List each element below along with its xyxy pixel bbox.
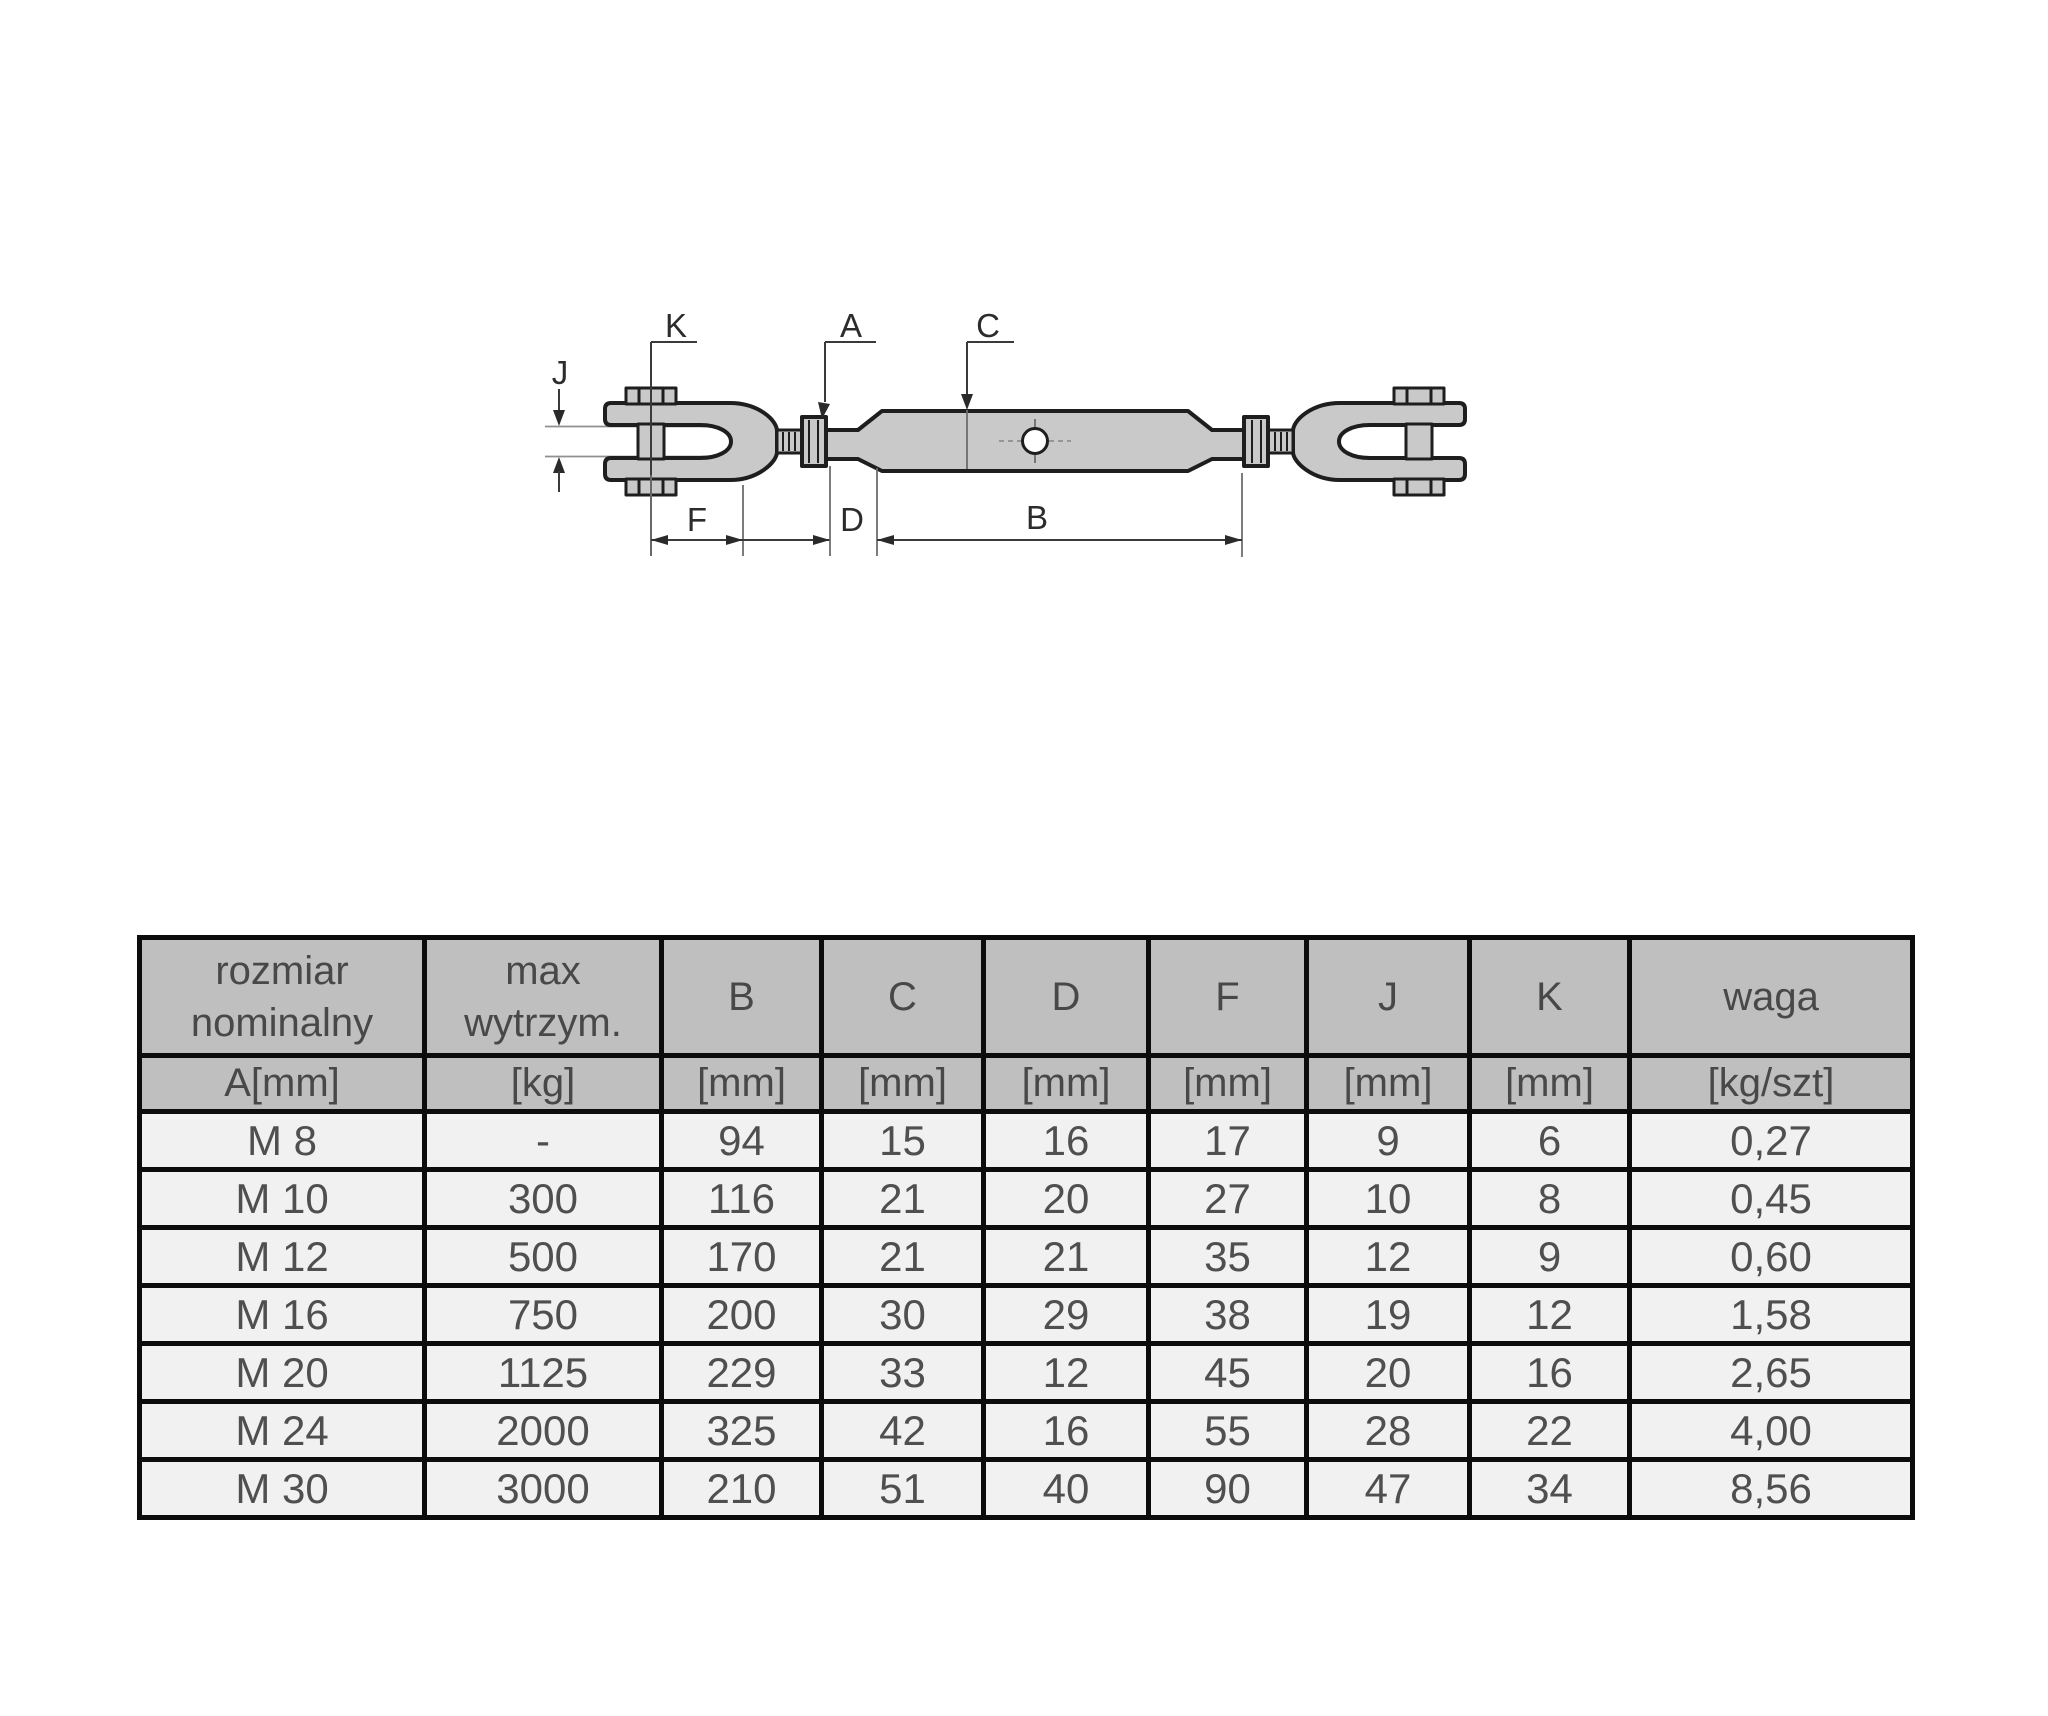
dim-label-k: K: [664, 307, 688, 344]
jaw-assembly-left: [605, 388, 826, 495]
cell: 51: [822, 1460, 984, 1518]
cell: 55: [1149, 1402, 1307, 1460]
unit-cell: [mm]: [984, 1056, 1149, 1112]
cell: 116: [662, 1170, 822, 1228]
col-header-c: C: [822, 938, 984, 1056]
cell: 27: [1149, 1170, 1307, 1228]
cell: 500: [425, 1228, 662, 1286]
cell: 300: [425, 1170, 662, 1228]
cell: 21: [822, 1170, 984, 1228]
cell: 170: [662, 1228, 822, 1286]
header-row-names: [140, 938, 1913, 1056]
cell: 21: [984, 1228, 1149, 1286]
cell: 12: [1470, 1286, 1630, 1344]
dim-label-j: J: [551, 354, 569, 391]
unit-cell: [mm]: [1470, 1056, 1630, 1112]
cell: 3000: [425, 1460, 662, 1518]
cell: M 8: [140, 1112, 425, 1170]
cell: M 12: [140, 1228, 425, 1286]
dim-label-b: B: [1025, 499, 1049, 536]
cell: 17: [1149, 1112, 1307, 1170]
cell: 30: [822, 1286, 984, 1344]
col-header-b: B: [662, 938, 822, 1056]
cell: 10: [1307, 1170, 1470, 1228]
unit-cell: A[mm]: [140, 1056, 425, 1112]
cell: 29: [984, 1286, 1149, 1344]
table-row-m8: [140, 1112, 1913, 1170]
cell: 21: [822, 1228, 984, 1286]
cell: 750: [425, 1286, 662, 1344]
cell: M 10: [140, 1170, 425, 1228]
cell: 8: [1470, 1170, 1630, 1228]
dimension-a: [818, 307, 876, 419]
cell: 45: [1149, 1344, 1307, 1402]
cell: 8,56: [1630, 1460, 1913, 1518]
cell: 12: [1307, 1228, 1470, 1286]
cell: 22: [1470, 1402, 1630, 1460]
cell: 16: [984, 1112, 1149, 1170]
cell: 16: [1470, 1344, 1630, 1402]
col-header-j: J: [1307, 938, 1470, 1056]
col-header-d: D: [984, 938, 1149, 1056]
cell: 9: [1470, 1228, 1630, 1286]
col-header-rozmiar: rozmiar nominalny: [140, 938, 425, 1056]
turnbuckle-drawing: [500, 280, 1500, 600]
unit-cell: [kg/szt]: [1630, 1056, 1913, 1112]
cell: 200: [662, 1286, 822, 1344]
col-header-max: max wytrzym.: [425, 938, 662, 1056]
cell: 42: [822, 1402, 984, 1460]
header-row-units: [140, 1056, 1913, 1112]
cell: 47: [1307, 1460, 1470, 1518]
cell: 0,60: [1630, 1228, 1913, 1286]
cell: 210: [662, 1460, 822, 1518]
unit-cell: [mm]: [662, 1056, 822, 1112]
jaw-body: [605, 403, 777, 480]
table-row-m16: [140, 1286, 1913, 1344]
spec-table: [137, 935, 1915, 1520]
cell: 28: [1307, 1402, 1470, 1460]
dimension-b: [877, 473, 1242, 557]
dim-label-c: C: [976, 307, 1000, 344]
cell: 2,65: [1630, 1344, 1913, 1402]
dimension-f: [651, 475, 830, 556]
cell: 20: [984, 1170, 1149, 1228]
unit-cell: [kg]: [425, 1056, 662, 1112]
jaw-assembly-right: [1244, 388, 1465, 495]
cell: M 16: [140, 1286, 425, 1344]
cell: 19: [1307, 1286, 1470, 1344]
dim-label-a: A: [839, 307, 863, 344]
turnbuckle-body: [826, 411, 1244, 471]
cell: 16: [984, 1402, 1149, 1460]
cell: 12: [984, 1344, 1149, 1402]
cell: 0,27: [1630, 1112, 1913, 1170]
cell: 9: [1307, 1112, 1470, 1170]
col-header-k: K: [1470, 938, 1630, 1056]
dim-label-f: F: [686, 501, 708, 538]
cell: -: [425, 1112, 662, 1170]
table-row-m20: [140, 1344, 1913, 1402]
cell: 94: [662, 1112, 822, 1170]
cell: M 20: [140, 1344, 425, 1402]
cell: M 30: [140, 1460, 425, 1518]
cell: 33: [822, 1344, 984, 1402]
col-header-f: F: [1149, 938, 1307, 1056]
unit-cell: [mm]: [1149, 1056, 1307, 1112]
cell: 34: [1470, 1460, 1630, 1518]
cell: 35: [1149, 1228, 1307, 1286]
table-row-m12: [140, 1228, 1913, 1286]
cell: 1,58: [1630, 1286, 1913, 1344]
cell: 229: [662, 1344, 822, 1402]
cell: 0,45: [1630, 1170, 1913, 1228]
cell: 2000: [425, 1402, 662, 1460]
cell: 15: [822, 1112, 984, 1170]
cell: 40: [984, 1460, 1149, 1518]
col-header-waga: waga: [1630, 938, 1913, 1056]
cell: 1125: [425, 1344, 662, 1402]
table-row-m10: [140, 1170, 1913, 1228]
table-row-m30: [140, 1460, 1913, 1518]
cell: 325: [662, 1402, 822, 1460]
cell: 20: [1307, 1344, 1470, 1402]
unit-cell: [mm]: [1307, 1056, 1470, 1112]
dim-label-d: D: [840, 501, 864, 538]
dimension-d: [813, 466, 877, 556]
cell: 6: [1470, 1112, 1630, 1170]
locknut: [802, 417, 826, 466]
unit-cell: [mm]: [822, 1056, 984, 1112]
body-hole: [1023, 429, 1048, 454]
table-row-m24: [140, 1402, 1913, 1460]
cell: 90: [1149, 1460, 1307, 1518]
cell: M 24: [140, 1402, 425, 1460]
dimension-j: [552, 354, 569, 492]
cell: 4,00: [1630, 1402, 1913, 1460]
cell: 38: [1149, 1286, 1307, 1344]
